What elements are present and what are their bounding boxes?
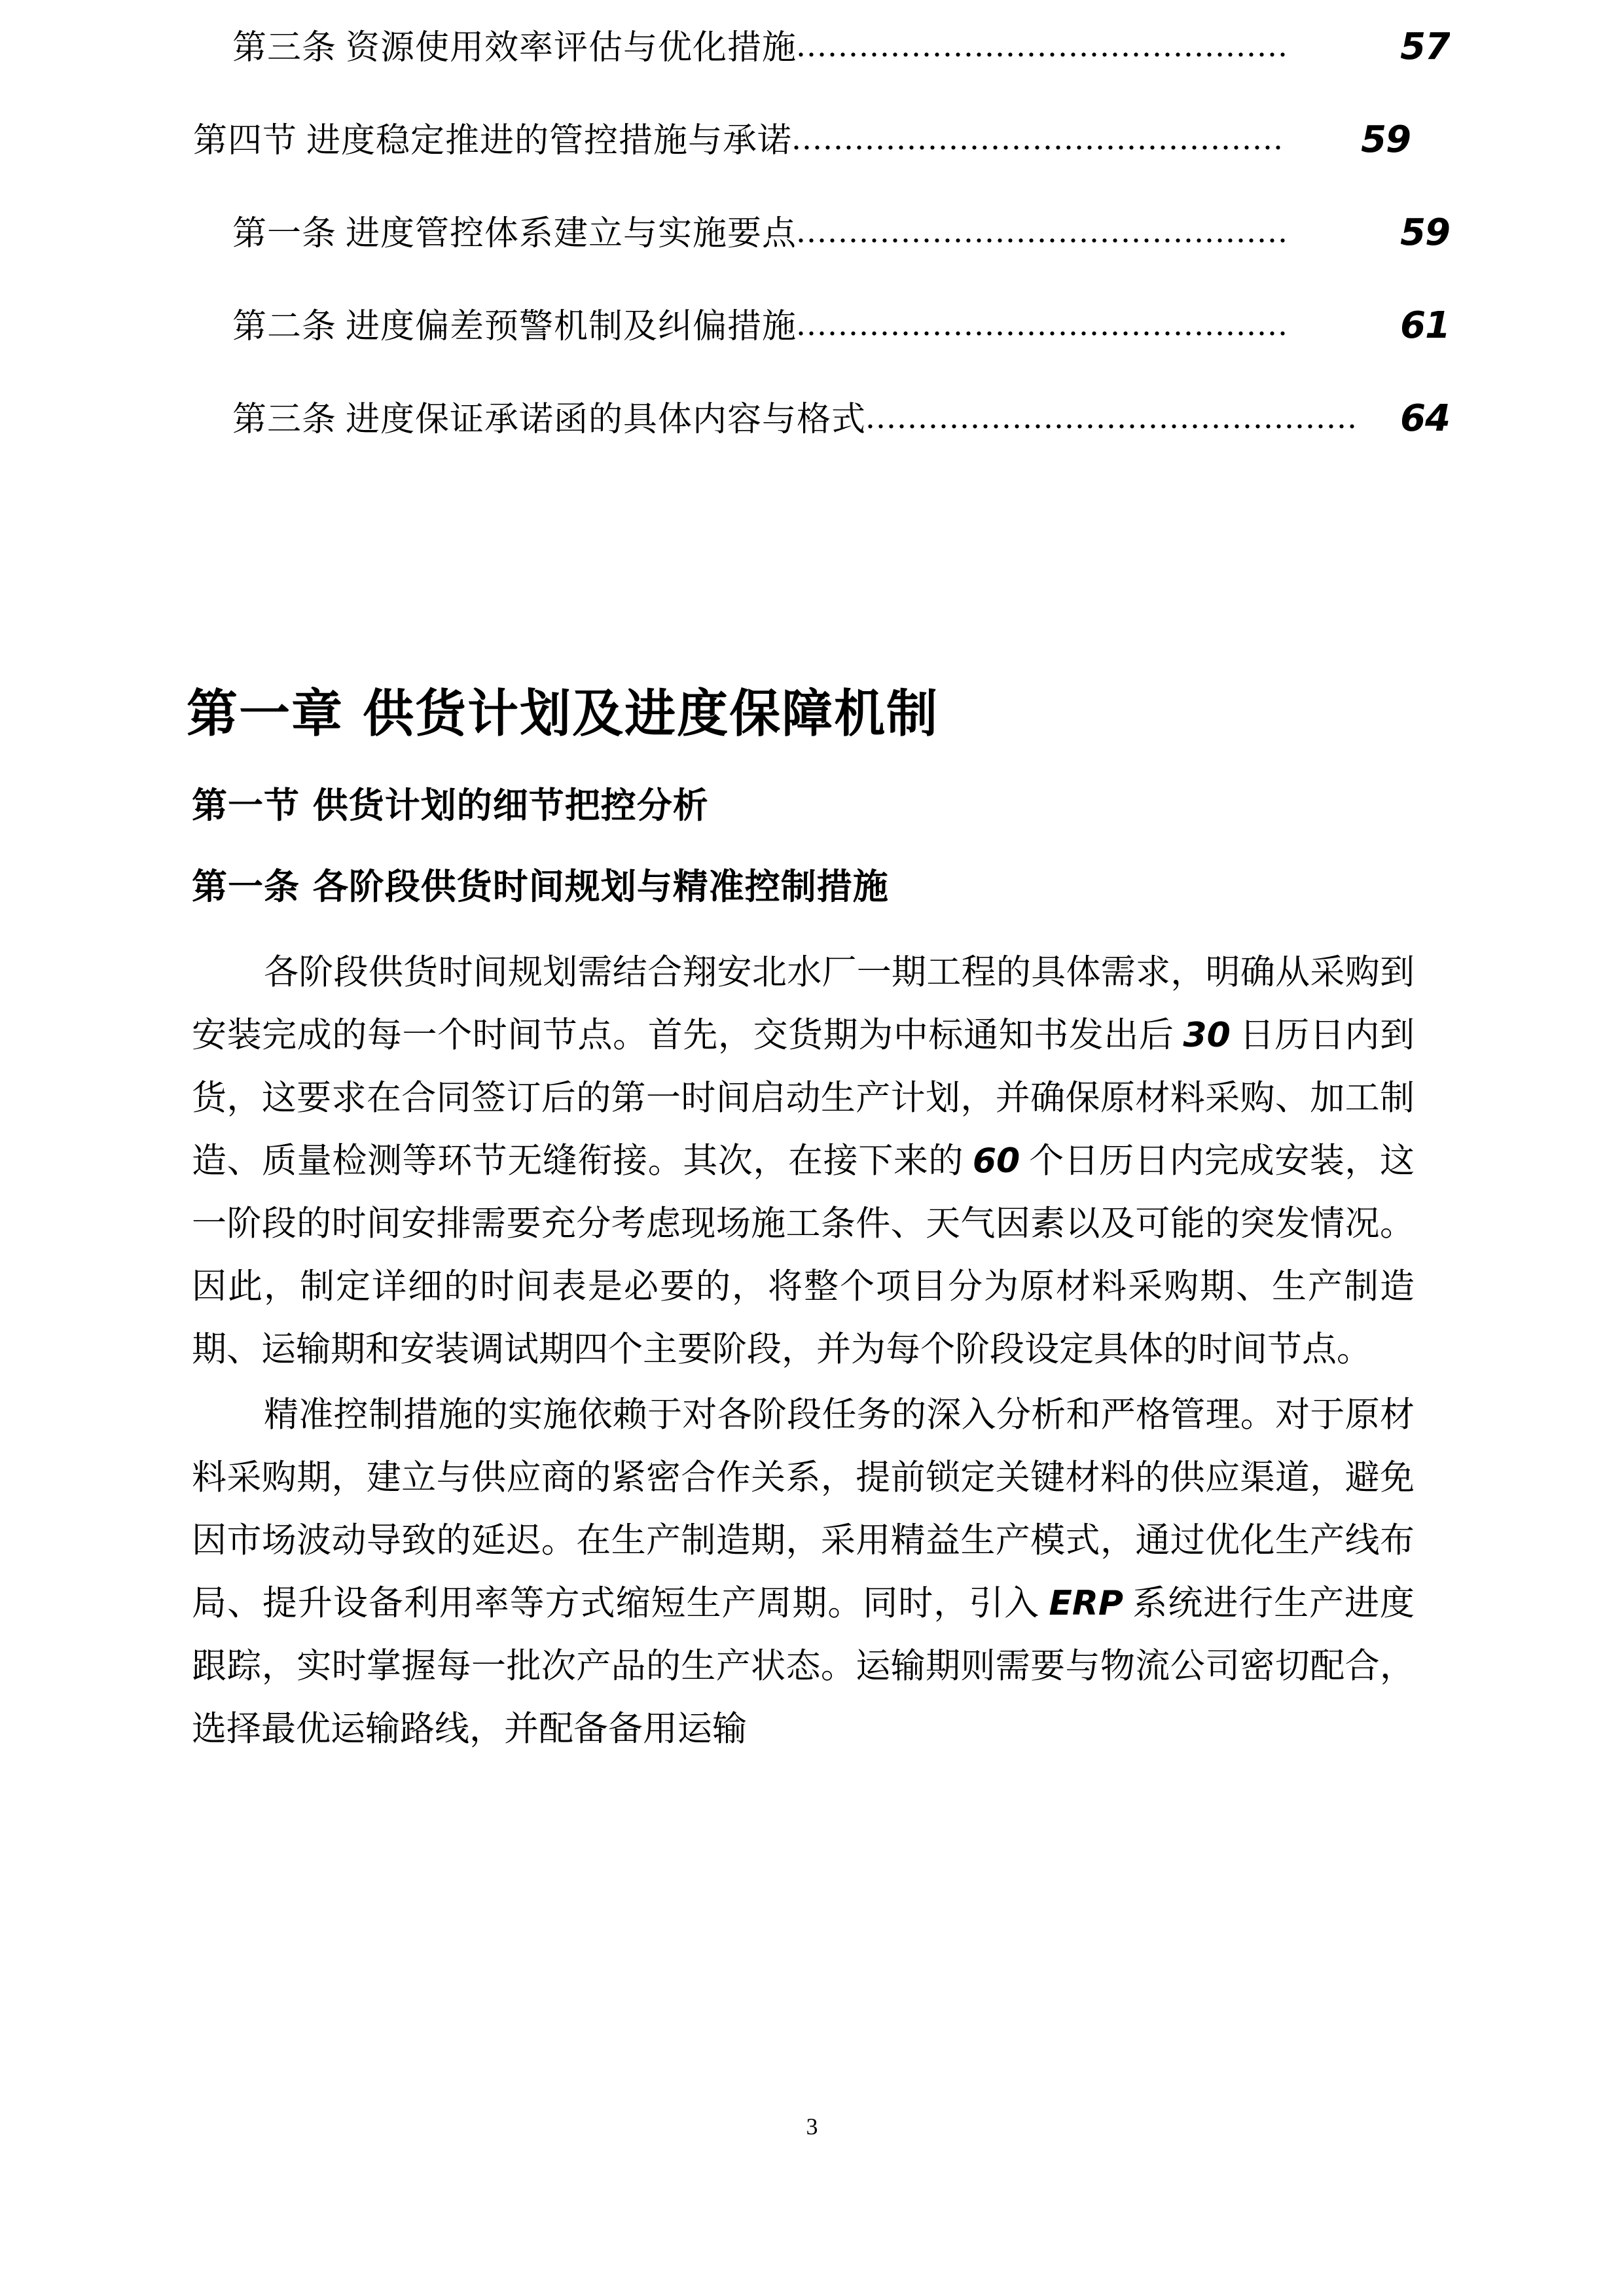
body-content [192, 941, 1415, 1761]
toc-entry-label: 第一条 进度管控体系建立与实施要点 [232, 215, 797, 253]
toc-entry[interactable] [193, 391, 1450, 484]
toc-entry-label: 第四节 进度稳定推进的管控措施与承诺 [193, 122, 793, 160]
table-of-contents [193, 20, 1450, 484]
article-heading: 第一条 各阶段供货时间规划与精准控制措施 [192, 866, 889, 907]
toc-leader-dots: ............................................... [797, 306, 1290, 343]
toc-entry-label: 第二条 进度偏差预警机制及纠偏措施 [232, 308, 797, 346]
paragraph [192, 1384, 1415, 1761]
toc-page-number: 59 [1400, 211, 1450, 254]
paragraph-text: 各阶段供货时间规划需结合翔安北水厂一期工程的具体需求，明确从采购到安装完成的每一个时间节点。首先，交货期为中标通知书发出后 [192, 954, 1415, 1054]
toc-leader-dots: ............................................... [797, 27, 1290, 64]
toc-leader-dots: ............................................... [866, 399, 1359, 436]
toc-page-number: 57 [1400, 26, 1450, 68]
inline-acronym: ERP [1049, 1584, 1124, 1623]
toc-entry-label: 第三条 资源使用效率评估与优化措施 [232, 29, 797, 67]
toc-entry-label: 第三条 进度保证承诺函的具体内容与格式 [232, 401, 867, 439]
paragraph-text: 系统进行生产进度跟踪，实时掌握每一批次产品的生产状态。运输期则需要与物流公司密切配合，选择最优运输路线，并配备备用运输 [192, 1585, 1415, 1748]
inline-number: 60 [972, 1141, 1020, 1181]
toc-entry[interactable] [193, 113, 1411, 206]
toc-entry[interactable] [193, 298, 1450, 391]
toc-entry[interactable] [193, 206, 1450, 298]
inline-number: 30 [1183, 1016, 1231, 1055]
paragraph [192, 941, 1415, 1381]
toc-leader-dots: ............................................... [797, 213, 1290, 250]
toc-page-number: 61 [1400, 304, 1450, 347]
chapter-title: 第一章 供货计划及进度保障机制 [187, 685, 939, 744]
section-heading: 第一节 供货计划的细节把控分析 [192, 785, 709, 826]
page-number-footer: 3 [806, 2113, 818, 2140]
toc-leader-dots: ............................................... [792, 120, 1285, 157]
toc-page-number: 59 [1361, 118, 1411, 161]
paragraph-text: 个日历日内完成安装，这一阶段的时间安排需要充分考虑现场施工条件、天气因素以及可能的突发情况。因此，制定详细的时间表是必要的，将整个项目分为原材料采购期、生产制造期、运输期和安装调试期四个主要阶段，并为每个阶段设定具体的时间节点。 [192, 1142, 1415, 1369]
toc-page-number: 64 [1400, 397, 1450, 440]
paragraph-text: 日历日内到货，这要求在合同签订后的第一时间启动生产计划，并确保原材料采购、加工制造、质量检测等环节无缝衔接。其次，在接下来的 [192, 1016, 1415, 1180]
toc-entry[interactable] [193, 20, 1450, 113]
paragraph-text: 精准控制措施的实施依赖于对各阶段任务的深入分析和严格管理。对于原材料采购期，建立与供应商的紧密合作关系，提前锁定关键材料的供应渠道，避免因市场波动导致的延迟。在生产制造期，采用精益生产模式，通过优化生产线布局、提升设备利用率等方式缩短生产周期。同时，引入 [192, 1396, 1415, 1623]
